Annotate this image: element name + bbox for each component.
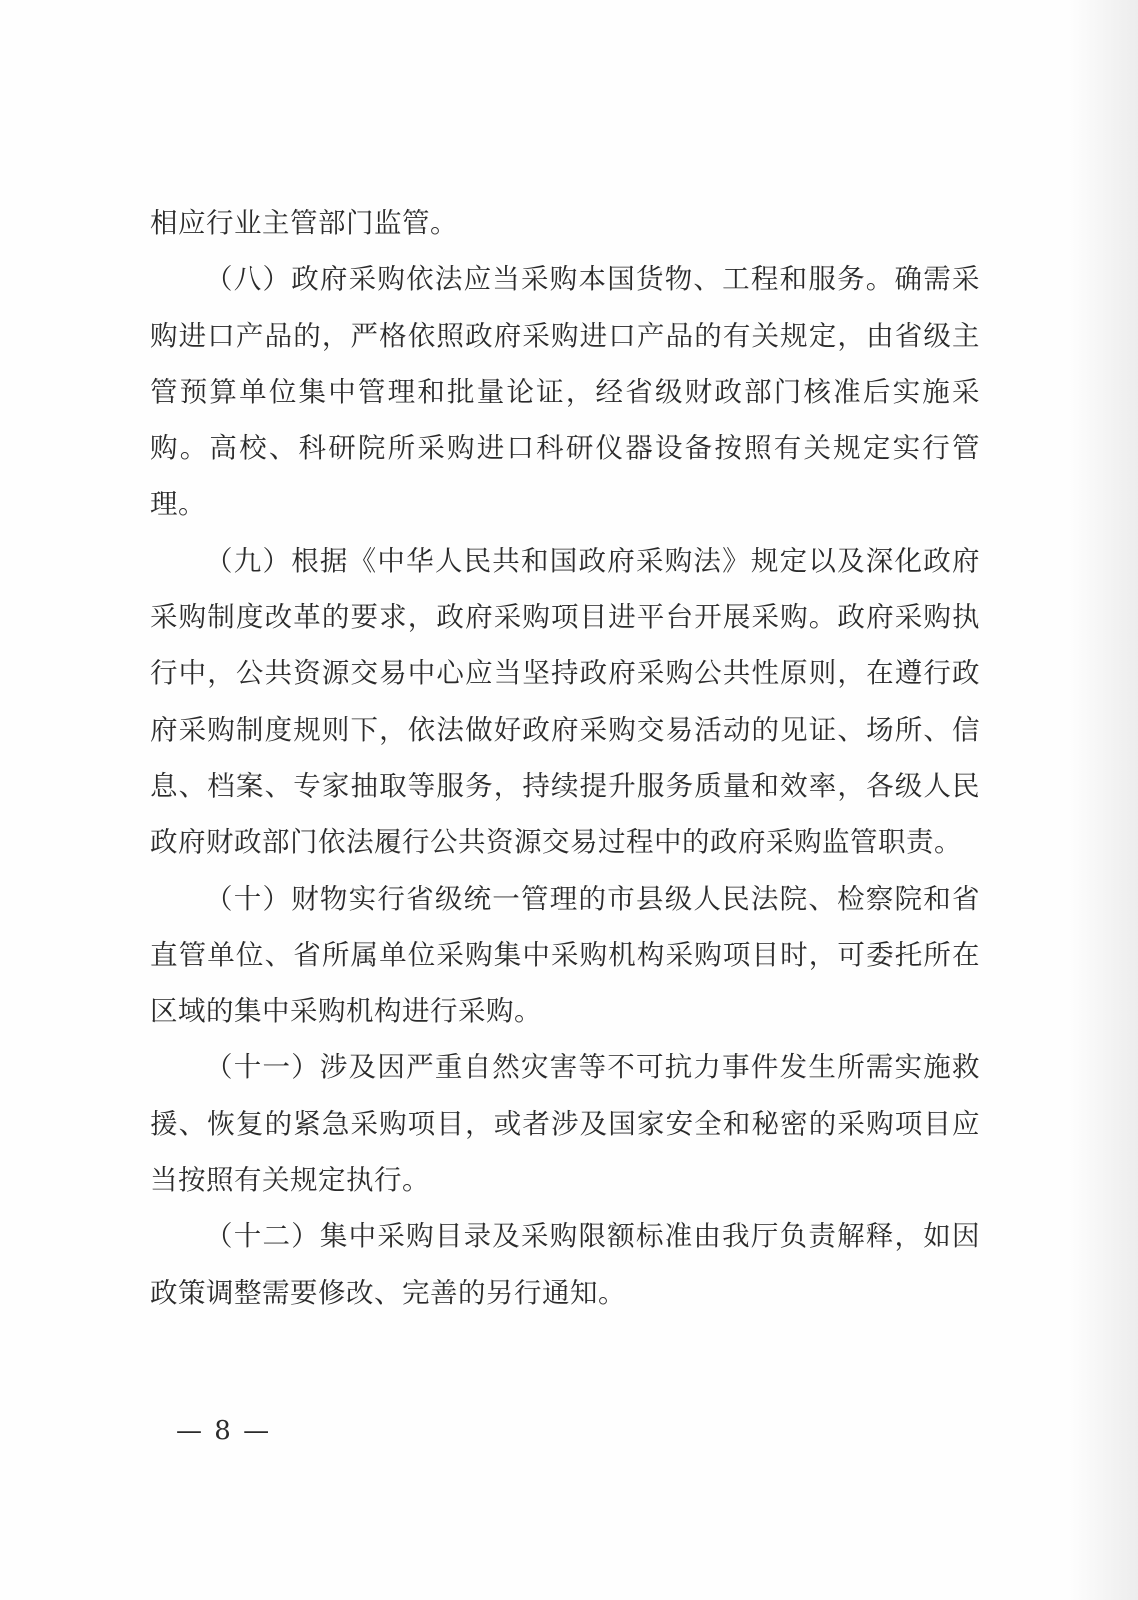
document-body	[150, 195, 980, 1321]
paragraph-item-10: （十）财物实行省级统一管理的市县级人民法院、检察院和省直管单位、省所属单位采购集中采购机构采购项目时，可委托所在区域的集中采购机构进行采购。	[150, 882, 980, 1028]
paragraph-item-9: （九）根据《中华人民共和国政府采购法》规定以及深化政府采购制度改革的要求，政府采购项目进平台开展采购。政府采购执行中，公共资源交易中心应当坚持政府采购公共性原则，在遵行政府采购制度规则下，依法做好政府采购交易活动的见证、场所、信息、档案、专家抽取等服务，持续提升服务质量和效率，各级人民政府财政部门依法履行公共资源交易过程中的政府采购监管职责。	[150, 544, 980, 859]
paragraph-continuation: 相应行业主管部门监管。	[150, 207, 458, 239]
paragraph-item-11: （十一）涉及因严重自然灾害等不可抗力事件发生所需实施救援、恢复的紧急采购项目，或者涉及国家安全和秘密的采购项目应当按照有关规定执行。	[150, 1051, 980, 1197]
paragraph-item-12: （十二）集中采购目录及采购限额标准由我厅负责解释，如因政策调整需要修改、完善的另行通知。	[150, 1220, 980, 1309]
page-number: — 8 —	[176, 1416, 272, 1446]
paragraph-item-8: （八）政府采购依法应当采购本国货物、工程和服务。确需采购进口产品的，严格依照政府采购进口产品的有关规定，由省级主管预算单位集中管理和批量论证，经省级财政部门核准后实施采购。高校、科研院所采购进口科研仪器设备按照有关规定实行管理。	[150, 263, 980, 521]
scan-shadow-edge	[1068, 0, 1138, 1600]
